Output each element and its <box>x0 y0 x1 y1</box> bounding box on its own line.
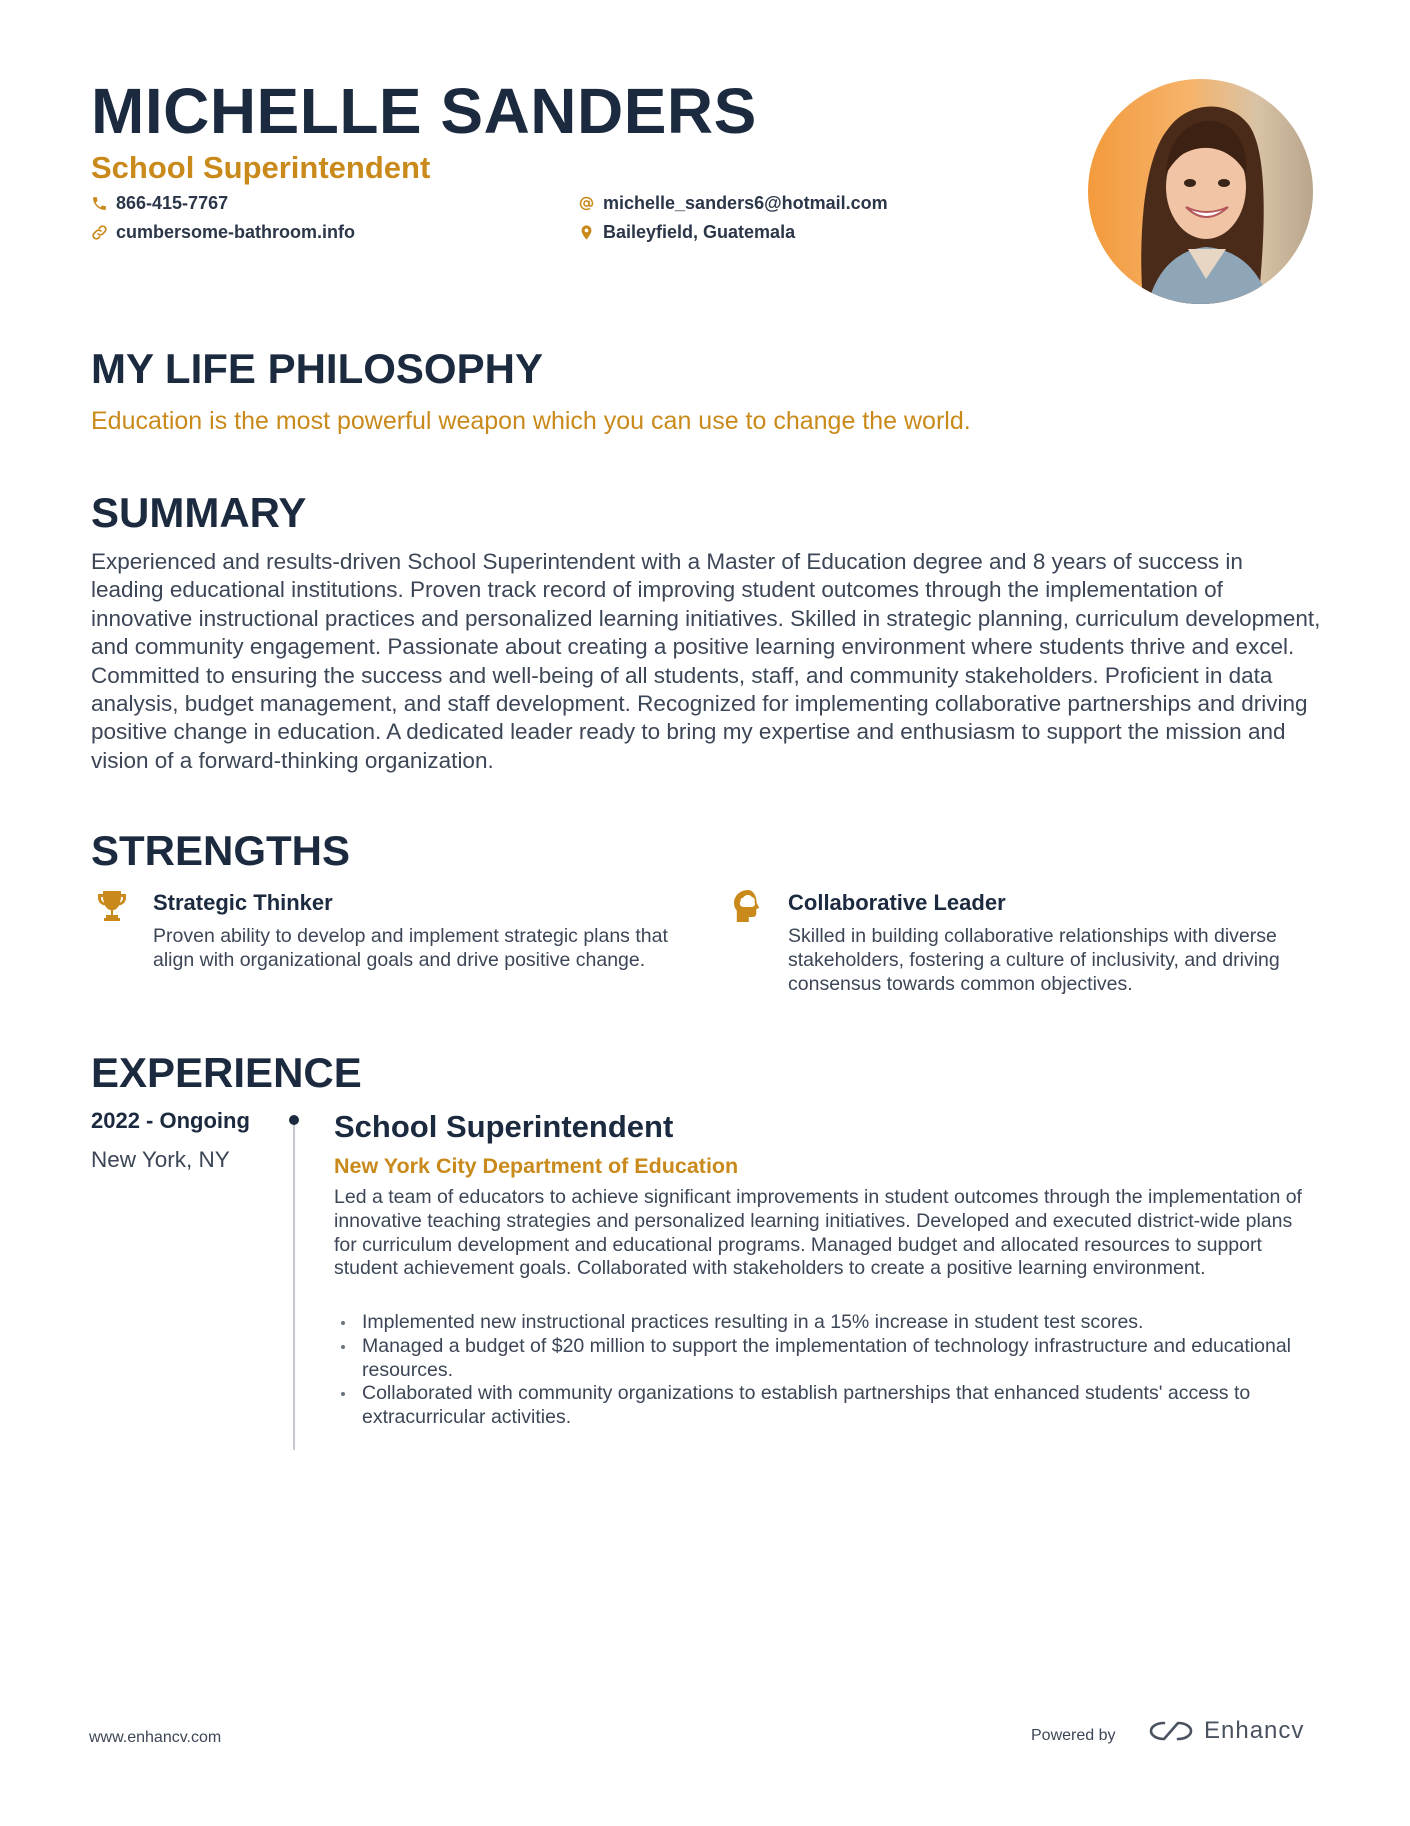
trophy-icon <box>94 888 130 924</box>
philosophy-heading: MY LIFE PHILOSOPHY <box>91 345 543 392</box>
achievement-bullet: Collaborated with community organizations to establish partnerships that enhanced students' access to extracurricular activities. <box>334 1382 1304 1430</box>
experience-company: New York City Department of Education <box>334 1154 739 1178</box>
candidate-name: MICHELLE SANDERS <box>91 75 757 147</box>
contact-phone-text: 866-415-7767 <box>116 193 229 213</box>
phone-icon <box>91 195 108 212</box>
enhancv-logo-text: Enhancv <box>1204 1717 1305 1744</box>
experience-job-title: School Superintendent <box>334 1109 674 1144</box>
strength-description: Proven ability to develop and implement strategic plans that align with organizational goals and drive positive change. <box>153 925 668 971</box>
summary-heading: SUMMARY <box>91 489 307 536</box>
profile-photo-illustration <box>1088 79 1313 304</box>
profile-photo <box>1088 79 1313 304</box>
at-icon <box>578 195 595 212</box>
experience-location: New York, NY <box>91 1147 230 1172</box>
contact-location <box>578 220 795 244</box>
footer-url[interactable]: www.enhancv.com <box>89 1729 222 1746</box>
head-brain-icon <box>729 888 765 924</box>
philosophy-quote: Education is the most powerful weapon which you can use to change the world. <box>91 407 971 435</box>
contact-website[interactable] <box>91 220 355 244</box>
strength-description: Skilled in building collaborative relationships with diverse stakeholders, fostering a culture of inclusivity, and driving consensus towards common objectives. <box>788 925 1280 995</box>
experience-dates: 2022 - Ongoing <box>91 1108 250 1133</box>
enhancv-logo[interactable] <box>1148 1717 1304 1745</box>
timeline-line <box>293 1120 295 1450</box>
achievement-bullet: Managed a budget of $20 million to support the implementation of technology infrastructure and educational resources. <box>334 1335 1304 1383</box>
contact-website-text: cumbersome-bathroom.info <box>116 222 356 242</box>
timeline-dot <box>289 1115 299 1125</box>
powered-by-label: Powered by <box>1031 1727 1116 1744</box>
contact-email[interactable] <box>578 191 888 215</box>
summary-text: Experienced and results-driven School Superintendent with a Master of Education degree and 8 years of success in leading educational institutions. Proven track record of improving student outcomes through the implementation of innovative instructional practices and personalized learning initiatives. Skilled in strategic planning, curriculum development, and community engagement. Passionate about creating a positive learning environment where students thrive and excel. Committed to ensuring the success and well-being of all students, staff, and community stakeholders. Proficient in data analysis, budget management, and staff development. Recognized for implementing collaborative partnerships and driving positive change in education. A dedicated leader ready to bring my expertise and enthusiasm to support the mission and vision of a forward-thinking organization. <box>91 549 1321 773</box>
strengths-heading: STRENGTHS <box>91 827 351 874</box>
achievement-bullet: Implemented new instructional practices resulting in a 15% increase in student test scores. <box>334 1311 1304 1335</box>
strength-title: Collaborative Leader <box>788 890 1006 915</box>
link-icon <box>91 224 108 241</box>
experience-description: Led a team of educators to achieve significant improvements in student outcomes through the implementation of innovative teaching strategies and personalized learning initiatives. Developed and executed district-wide plans for curriculum development and educational programs. Managed budget and allocated resources to support student achievement goals. Collaborated with stakeholders to create a positive learning environment. <box>334 1186 1302 1280</box>
candidate-title: School Superintendent <box>91 150 431 185</box>
contact-phone[interactable] <box>91 191 228 215</box>
enhancv-logo-icon <box>1148 1717 1194 1745</box>
location-pin-icon <box>578 224 595 241</box>
experience-achievements <box>334 1311 1304 1430</box>
contact-email-text: michelle_sanders6@hotmail.com <box>603 193 888 213</box>
strength-title: Strategic Thinker <box>153 890 333 915</box>
experience-heading: EXPERIENCE <box>91 1049 362 1096</box>
contact-location-text: Baileyfield, Guatemala <box>603 222 796 242</box>
